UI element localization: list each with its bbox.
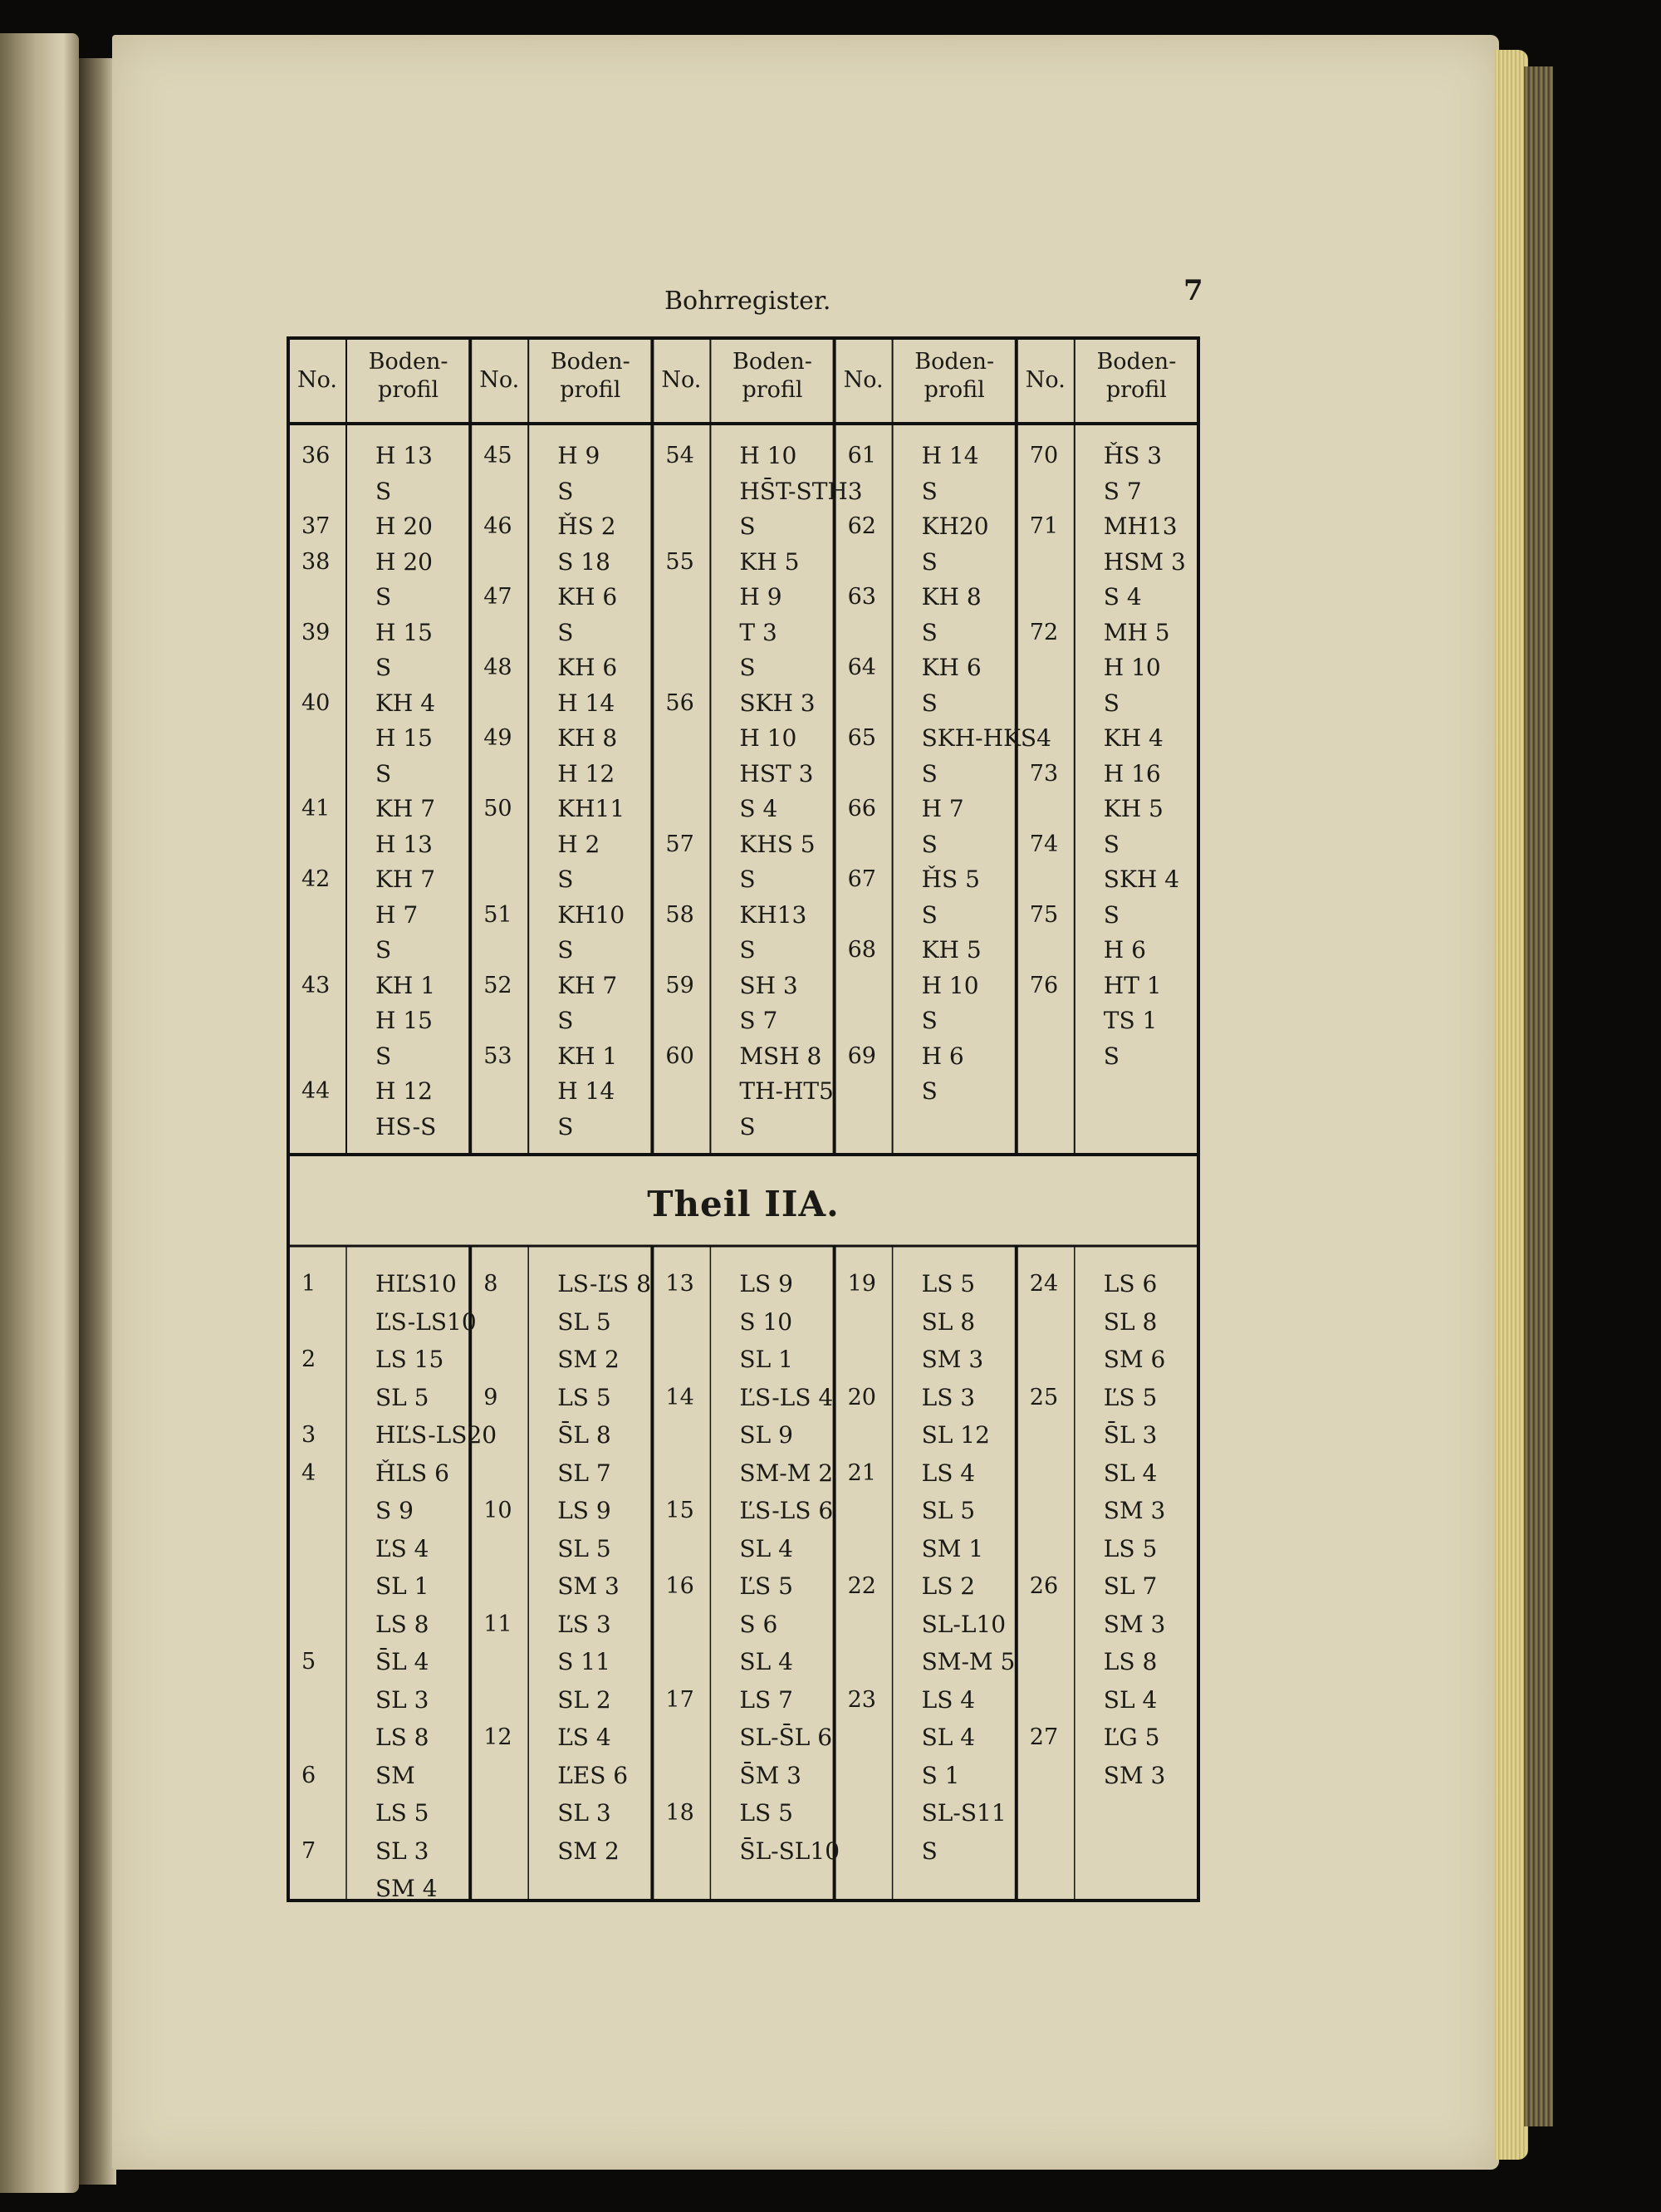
header-bodenprofil-line1: Boden- — [550, 349, 630, 375]
soil-profile-line: ȞLS 6 — [375, 1459, 449, 1487]
soil-profile-line: LS 5 — [375, 1799, 429, 1827]
soil-profile-line: LS 8 — [375, 1724, 429, 1751]
soil-profile-line: SH 3 — [739, 971, 798, 999]
soil-profile-line: H 6 — [1103, 936, 1146, 964]
entry-number: 68 — [847, 937, 876, 963]
soil-profile-line: TS 1 — [1103, 1007, 1158, 1034]
soil-profile-line: S — [921, 477, 938, 505]
soil-profile-line: LS 5 — [557, 1383, 611, 1411]
entry-number: 38 — [301, 548, 331, 575]
entry-number: 71 — [1029, 513, 1059, 539]
soil-profile-line: LS 6 — [1103, 1270, 1158, 1297]
entry-number: 6 — [301, 1762, 316, 1788]
soil-profile-line: KH10 — [557, 900, 625, 929]
page-number: 7 — [1183, 274, 1203, 307]
header-bodenprofil-line2: profil — [742, 377, 803, 403]
entry-number: 75 — [1029, 901, 1059, 928]
soil-profile-line: KH 7 — [375, 795, 436, 822]
soil-profile-line: SL 4 — [739, 1534, 793, 1562]
soil-profile-line: S 1 — [921, 1761, 960, 1789]
soil-profile-line: ĽS 5 — [1103, 1383, 1158, 1411]
header-bodenprofil-line2: profil — [560, 377, 621, 403]
header-bodenprofil-line1: Boden- — [733, 349, 812, 375]
entry-number: 61 — [847, 443, 876, 468]
soil-profile-line: LS 15 — [375, 1346, 444, 1373]
soil-profile-line: LS 9 — [739, 1270, 793, 1297]
soil-profile-line: SL 4 — [739, 1648, 793, 1675]
soil-profile-line: ȞS 5 — [921, 866, 980, 893]
entry-number: 39 — [301, 619, 331, 645]
soil-profile-line: SL-S̄L 6 — [739, 1724, 833, 1751]
entry-number: 20 — [847, 1384, 876, 1410]
soil-profile-line: H 16 — [1103, 759, 1161, 787]
entry-number: 10 — [483, 1498, 512, 1523]
entry-number: 14 — [665, 1384, 694, 1410]
soil-profile-line: KH 6 — [557, 583, 618, 611]
soil-profile-line: S̄L 4 — [375, 1648, 429, 1675]
soil-profile-line: H 14 — [557, 1077, 615, 1105]
entry-number: 13 — [665, 1271, 694, 1297]
entry-number: 7 — [301, 1837, 316, 1864]
soil-profile-line: H 15 — [375, 724, 433, 752]
soil-profile-line: KH 7 — [375, 866, 436, 893]
soil-profile-line: S — [557, 936, 574, 964]
soil-profile-line: S — [375, 759, 392, 787]
soil-profile-line: SL 7 — [1103, 1572, 1158, 1600]
soil-profile-line: S — [557, 866, 574, 893]
soil-profile-line: H 10 — [739, 724, 797, 752]
borehole-register-table — [287, 336, 1200, 1902]
soil-profile-line: S — [375, 1042, 392, 1070]
soil-profile-line: LS 4 — [921, 1459, 976, 1487]
soil-profile-line: LS 2 — [921, 1572, 976, 1600]
entry-number: 76 — [1029, 972, 1059, 998]
soil-profile-line: LS 4 — [921, 1685, 976, 1714]
soil-profile-line: KH 4 — [375, 689, 436, 717]
soil-profile-line: SL 1 — [739, 1346, 793, 1373]
soil-profile-line: KH 4 — [1103, 724, 1164, 752]
entry-number: 66 — [847, 796, 876, 822]
soil-profile-line: S — [375, 477, 392, 505]
entry-number: 51 — [483, 901, 512, 928]
soil-profile-line: SL 4 — [1103, 1685, 1158, 1714]
soil-profile-line: H 20 — [375, 513, 433, 540]
soil-profile-line: KH 6 — [921, 654, 982, 681]
soil-profile-line: ĽS 5 — [739, 1572, 793, 1600]
soil-profile-line: H 14 — [557, 689, 615, 717]
entry-number: 65 — [847, 725, 876, 751]
soil-profile-line: SM 3 — [1103, 1497, 1166, 1524]
left-page-edge — [0, 33, 79, 2193]
soil-profile-line: LS 7 — [739, 1685, 793, 1714]
soil-profile-line: S — [1103, 1042, 1120, 1070]
soil-profile-line: S — [1103, 689, 1120, 717]
entry-number: 60 — [665, 1042, 694, 1069]
entry-number: 21 — [847, 1459, 876, 1486]
soil-profile-line: S — [557, 618, 574, 646]
soil-profile-line: SL-L10 — [921, 1610, 1007, 1638]
soil-profile-line: S — [375, 654, 392, 681]
soil-profile-line: SL 5 — [375, 1383, 429, 1411]
page-stack-shadow — [1524, 66, 1553, 2126]
header-bodenprofil — [346, 348, 470, 405]
soil-profile-line: KH 7 — [557, 971, 618, 999]
soil-profile-line: SM 1 — [921, 1534, 984, 1562]
soil-profile-line: MSH 8 — [739, 1042, 822, 1070]
soil-profile-line: LS 5 — [921, 1270, 976, 1297]
entry-number: 72 — [1029, 619, 1059, 645]
soil-profile-line: S 9 — [375, 1497, 414, 1524]
soil-profile-line: HS̄T-STH3 — [739, 477, 863, 505]
entry-number: 57 — [665, 831, 694, 857]
soil-profile-line: SL 5 — [557, 1307, 611, 1336]
soil-profile-line: H 2 — [557, 830, 600, 858]
soil-profile-line: H 12 — [375, 1077, 433, 1105]
header-bodenprofil-line1: Boden- — [914, 349, 995, 375]
soil-profile-line: ĽS-LS 6 — [739, 1497, 834, 1524]
soil-profile-line: HSM 3 — [1103, 547, 1186, 576]
soil-profile-line: SM 6 — [1103, 1346, 1166, 1373]
soil-profile-line: S̄L 3 — [1103, 1421, 1158, 1449]
entry-number: 27 — [1029, 1724, 1059, 1750]
entry-number: 59 — [665, 972, 694, 998]
soil-profile-line: LS 9 — [557, 1497, 611, 1524]
soil-profile-line: S — [557, 1007, 574, 1034]
soil-profile-line: SL 3 — [557, 1799, 611, 1827]
soil-profile-line: ĽS 4 — [375, 1534, 429, 1562]
soil-profile-line: S 7 — [739, 1007, 778, 1034]
entry-number: 53 — [483, 1042, 512, 1069]
entry-number: 25 — [1029, 1384, 1059, 1410]
soil-profile-line: KH20 — [921, 513, 989, 540]
soil-profile-line: S — [375, 936, 392, 964]
soil-profile-line: H 6 — [921, 1042, 964, 1070]
entry-number: 11 — [483, 1611, 512, 1637]
entry-number: 2 — [301, 1346, 316, 1372]
section-title: Theil IIA. — [647, 1184, 840, 1224]
soil-profile-line: S — [739, 936, 756, 964]
entry-number: 22 — [847, 1573, 876, 1599]
entry-number: 74 — [1029, 831, 1059, 857]
entry-number: 62 — [847, 513, 876, 539]
soil-profile-line: SM-M 2 — [739, 1459, 834, 1487]
soil-profile-line: H 9 — [557, 442, 600, 469]
entry-number: 41 — [301, 796, 331, 822]
soil-profile-line: SL 5 — [921, 1497, 976, 1524]
soil-profile-line: SM 2 — [557, 1346, 620, 1373]
entry-number: 9 — [483, 1384, 498, 1410]
soil-profile-line: SM 3 — [1103, 1610, 1166, 1638]
soil-profile-line: KH 6 — [557, 654, 618, 681]
page-stack-edge — [1495, 50, 1528, 2160]
header-bodenprofil-line1: Boden- — [1096, 349, 1177, 375]
header-no: No. — [1025, 367, 1066, 393]
soil-profile-line: S — [921, 1077, 938, 1105]
soil-profile-line: ȞS 2 — [557, 513, 616, 540]
soil-profile-line: S 7 — [1103, 477, 1142, 505]
soil-profile-line: SM 3 — [1103, 1761, 1166, 1789]
entry-number: 50 — [483, 796, 512, 822]
book-gutter — [79, 58, 116, 2185]
soil-profile-line: KHS 5 — [739, 830, 816, 858]
header-no: No. — [479, 367, 520, 393]
entry-number: 24 — [1029, 1271, 1059, 1297]
soil-profile-line: ĽS 4 — [557, 1724, 611, 1751]
soil-profile-line: ĽES 6 — [557, 1761, 629, 1789]
soil-profile-line: S — [1103, 830, 1120, 858]
soil-profile-line: H 7 — [921, 795, 964, 822]
soil-profile-line: S — [921, 1837, 938, 1865]
entry-number: 63 — [847, 584, 876, 610]
header-bodenprofil-line2: profil — [1105, 377, 1167, 403]
soil-profile-line: H 13 — [375, 830, 433, 858]
soil-profile-line: S̄L 8 — [557, 1421, 611, 1449]
soil-profile-line: H 13 — [375, 442, 433, 469]
soil-profile-line: H 9 — [739, 583, 782, 611]
entry-number: 49 — [483, 725, 512, 751]
soil-profile-line: H 14 — [921, 442, 979, 469]
entry-number: 43 — [301, 972, 331, 998]
soil-profile-line: SM 4 — [375, 1875, 438, 1902]
entry-number: 8 — [483, 1271, 498, 1297]
soil-profile-line: S — [739, 1112, 756, 1140]
soil-profile-line: SL 8 — [1103, 1307, 1158, 1336]
soil-profile-line: KH 8 — [557, 724, 618, 752]
soil-profile-line: ĽG 5 — [1103, 1724, 1160, 1751]
running-head: Bohrregister. — [664, 287, 831, 316]
header-no: No. — [297, 367, 337, 393]
entry-number: 15 — [665, 1498, 694, 1523]
soil-profile-line: KH13 — [739, 900, 807, 929]
soil-profile-line: SKH-HKS4 — [921, 724, 1051, 752]
soil-profile-line: LS 8 — [1103, 1648, 1158, 1675]
soil-profile-line: S — [557, 1112, 574, 1140]
soil-profile-line: ĽS-LS 4 — [739, 1383, 834, 1411]
header-bodenprofil-line2: profil — [378, 377, 439, 403]
entry-number: 26 — [1029, 1573, 1059, 1599]
entry-number: 42 — [301, 866, 331, 892]
entry-number: 17 — [665, 1686, 694, 1713]
soil-profile-line: ĽS 3 — [557, 1610, 611, 1638]
soil-profile-line: SL-S11 — [921, 1799, 1007, 1827]
soil-profile-line: KH 1 — [557, 1042, 618, 1070]
soil-profile-line: S̄M 3 — [739, 1761, 801, 1789]
soil-profile-line: ĽS-LS10 — [375, 1307, 477, 1336]
entry-number: 55 — [665, 548, 694, 575]
soil-profile-line: S — [739, 866, 756, 893]
entry-number: 46 — [483, 513, 512, 539]
header-no: No. — [843, 367, 884, 393]
entry-number: 16 — [665, 1573, 694, 1599]
soil-profile-line: S — [921, 900, 938, 929]
entry-number: 54 — [665, 443, 694, 468]
entry-number: 45 — [483, 443, 512, 468]
soil-profile-line: H 10 — [1103, 654, 1161, 681]
soil-profile-line: SL 12 — [921, 1421, 990, 1449]
soil-profile-line: SL 8 — [921, 1307, 976, 1336]
soil-profile-line: S 10 — [739, 1307, 793, 1336]
entry-number: 37 — [301, 513, 331, 539]
soil-profile-line: TH-HT5 — [739, 1077, 834, 1105]
soil-profile-line: S 4 — [739, 795, 778, 822]
entry-number: 70 — [1029, 443, 1059, 468]
soil-profile-line: MH 5 — [1103, 618, 1170, 646]
soil-profile-line: HST 3 — [739, 759, 814, 787]
soil-profile-line: KH 1 — [375, 971, 436, 999]
soil-profile-line: HT 1 — [1103, 971, 1162, 999]
soil-profile-line: T 3 — [739, 618, 777, 646]
entry-number: 1 — [301, 1271, 316, 1297]
soil-profile-line: SL 4 — [921, 1724, 976, 1751]
header-bodenprofil — [528, 348, 652, 405]
entry-number: 73 — [1029, 760, 1059, 787]
soil-profile-line: LS-ĽS 8 — [557, 1270, 651, 1297]
entry-number: 58 — [665, 901, 694, 928]
header-no: No. — [661, 367, 702, 393]
soil-profile-line: ȞS 3 — [1103, 442, 1163, 469]
soil-profile-line: S — [557, 477, 574, 505]
soil-profile-line: S 11 — [557, 1648, 610, 1675]
entry-number: 23 — [847, 1686, 876, 1713]
entry-number: 52 — [483, 972, 512, 998]
soil-profile-line: SM — [375, 1761, 415, 1789]
soil-profile-line: SL 9 — [739, 1421, 793, 1449]
entry-number: 67 — [847, 866, 876, 892]
soil-profile-line: LS 5 — [739, 1799, 793, 1827]
entry-number: 19 — [847, 1271, 876, 1297]
entry-number: 47 — [483, 584, 512, 610]
soil-profile-line: S̄L-SL10 — [739, 1837, 840, 1865]
soil-profile-line: S — [375, 583, 392, 611]
entry-number: 12 — [483, 1724, 512, 1750]
soil-profile-line: S 4 — [1103, 583, 1142, 611]
header-bodenprofil — [893, 348, 1017, 405]
soil-profile-line: MH13 — [1103, 513, 1178, 540]
soil-profile-line: SM 2 — [557, 1837, 620, 1865]
soil-profile-line: SM 3 — [557, 1572, 620, 1600]
soil-profile-line: KH 5 — [921, 936, 982, 964]
soil-profile-line: LS 8 — [375, 1610, 429, 1638]
soil-profile-line: LS 3 — [921, 1383, 976, 1411]
soil-profile-line: LS 5 — [1103, 1534, 1158, 1562]
soil-profile-line: H 10 — [921, 971, 979, 999]
soil-profile-line: SKH 3 — [739, 689, 816, 717]
soil-profile-line: H 15 — [375, 1007, 433, 1034]
soil-profile-line: SL 4 — [1103, 1459, 1158, 1487]
soil-profile-line: KH 5 — [739, 547, 800, 576]
soil-profile-line: H 20 — [375, 547, 433, 576]
header-bodenprofil — [1075, 348, 1198, 405]
soil-profile-line: S — [921, 830, 938, 858]
soil-profile-line: H 7 — [375, 900, 419, 929]
soil-profile-line: SM-M 5 — [921, 1648, 1016, 1675]
entry-number: 4 — [301, 1459, 316, 1486]
soil-profile-line: H 15 — [375, 618, 433, 646]
soil-profile-line: HĽS10 — [375, 1270, 457, 1297]
header-bodenprofil-line2: profil — [924, 377, 985, 403]
soil-profile-line: S — [921, 547, 938, 576]
soil-profile-line: H 10 — [739, 442, 797, 469]
entry-number: 36 — [301, 443, 331, 468]
soil-profile-line: H 12 — [557, 759, 615, 787]
entry-number: 69 — [847, 1042, 876, 1069]
soil-profile-line: KH 8 — [921, 583, 982, 611]
soil-profile-line: SL 5 — [557, 1534, 611, 1562]
soil-profile-line: S 18 — [557, 547, 610, 576]
soil-profile-line: S — [921, 618, 938, 646]
entry-number: 5 — [301, 1649, 316, 1675]
soil-profile-line: KH 5 — [1103, 795, 1164, 822]
soil-profile-line: SM 3 — [921, 1346, 984, 1373]
soil-profile-line: S — [739, 513, 756, 540]
soil-profile-line: S — [921, 1007, 938, 1034]
soil-profile-line: S — [921, 689, 938, 717]
soil-profile-line: S — [921, 759, 938, 787]
entry-number: 18 — [665, 1800, 694, 1826]
soil-profile-line: SL 3 — [375, 1685, 429, 1714]
soil-profile-line: KH11 — [557, 795, 625, 822]
header-bodenprofil-line1: Boden- — [368, 349, 448, 375]
soil-profile-line: HĽS-LS20 — [375, 1421, 497, 1449]
entry-number: 44 — [301, 1078, 331, 1104]
entry-number: 3 — [301, 1422, 316, 1448]
entry-number: 56 — [665, 689, 694, 716]
soil-profile-line: SL 7 — [557, 1459, 611, 1487]
soil-profile-line: HS-S — [375, 1112, 437, 1140]
entry-number: 40 — [301, 689, 331, 716]
soil-profile-line: SL 1 — [375, 1572, 429, 1600]
soil-profile-line: S 6 — [739, 1610, 778, 1638]
soil-profile-line: SL 2 — [557, 1685, 611, 1714]
soil-profile-line: SKH 4 — [1103, 866, 1180, 893]
header-bodenprofil — [710, 348, 834, 405]
soil-profile-line: S — [739, 654, 756, 681]
soil-profile-line: S — [1103, 900, 1120, 929]
entry-number: 48 — [483, 655, 512, 680]
soil-profile-line: SL 3 — [375, 1837, 429, 1865]
entry-number: 64 — [847, 655, 876, 680]
